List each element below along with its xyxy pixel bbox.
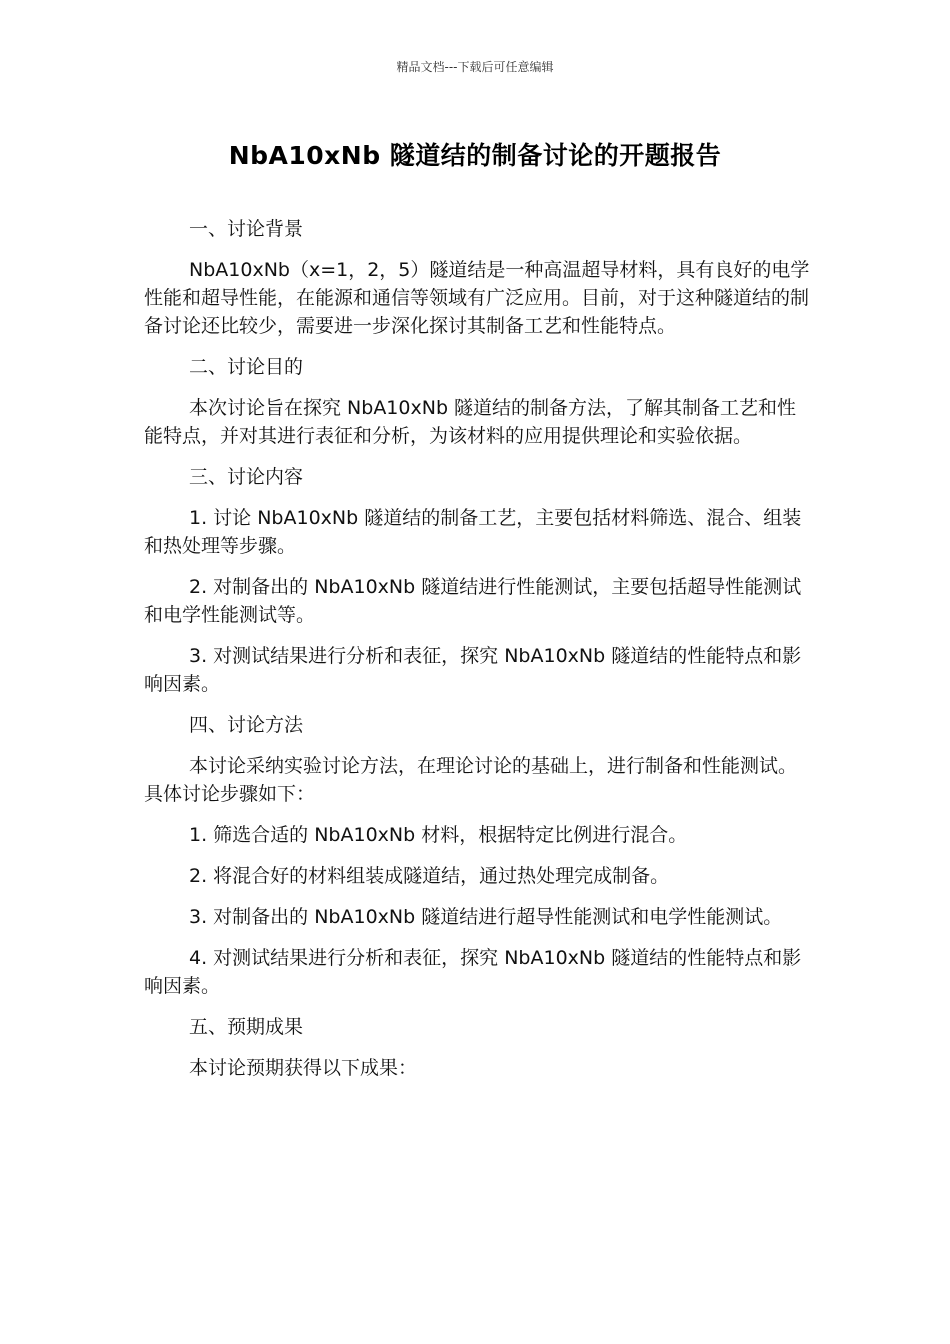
paragraph-results: 本讨论预期获得以下成果：	[189, 1057, 418, 1079]
document-body	[144, 215, 810, 1095]
header-note: 精品文档---下载后可任意编辑	[396, 60, 554, 74]
document-title: NbA10xNb 隧道结的制备讨论的开题报告	[228, 141, 722, 170]
paragraph-purpose: 本次讨论旨在探究 NbA10xNb 隧道结的制备方法，了解其制备工艺和性能特点，并对其进行表征和分析，为该材料的应用提供理论和实验依据。	[144, 397, 797, 447]
list-item-method-2: 2. 将混合好的材料组装成隧道结，通过热处理完成制备。	[189, 865, 670, 887]
paragraph-background: NbA10xNb（x=1，2，5）隧道结是一种高温超导材料，具有良好的电学性能和超导性能，在能源和通信等领域有广泛应用。目前，对于这种隧道结的制备讨论还比较少，需要进一步深化探讨其制备工艺和性能特点。	[144, 259, 810, 337]
list-item-content-1: 1. 讨论 NbA10xNb 隧道结的制备工艺，主要包括材料筛选、混合、组装和热处理等步骤。	[144, 507, 802, 557]
section-heading-content: 三、讨论内容	[189, 466, 304, 488]
list-item-method-1: 1. 筛选合适的 NbA10xNb 材料，根据特定比例进行混合。	[189, 824, 688, 846]
list-item-content-2: 2. 对制备出的 NbA10xNb 隧道结进行性能测试，主要包括超导性能测试和电学性能测试等。	[144, 576, 802, 626]
section-heading-background: 一、讨论背景	[189, 218, 304, 240]
list-item-method-3: 3. 对制备出的 NbA10xNb 隧道结进行超导性能测试和电学性能测试。	[189, 906, 783, 928]
section-heading-results: 五、预期成果	[189, 1016, 304, 1038]
list-item-method-4: 4. 对测试结果进行分析和表征，探究 NbA10xNb 隧道结的性能特点和影响因素。	[144, 947, 802, 997]
paragraph-method: 本讨论采纳实验讨论方法，在理论讨论的基础上，进行制备和性能测试。具体讨论步骤如下：	[144, 755, 798, 805]
list-item-content-3: 3. 对测试结果进行分析和表征，探究 NbA10xNb 隧道结的性能特点和影响因素。	[144, 645, 802, 695]
section-heading-purpose: 二、讨论目的	[189, 356, 304, 378]
section-heading-method: 四、讨论方法	[189, 714, 304, 736]
